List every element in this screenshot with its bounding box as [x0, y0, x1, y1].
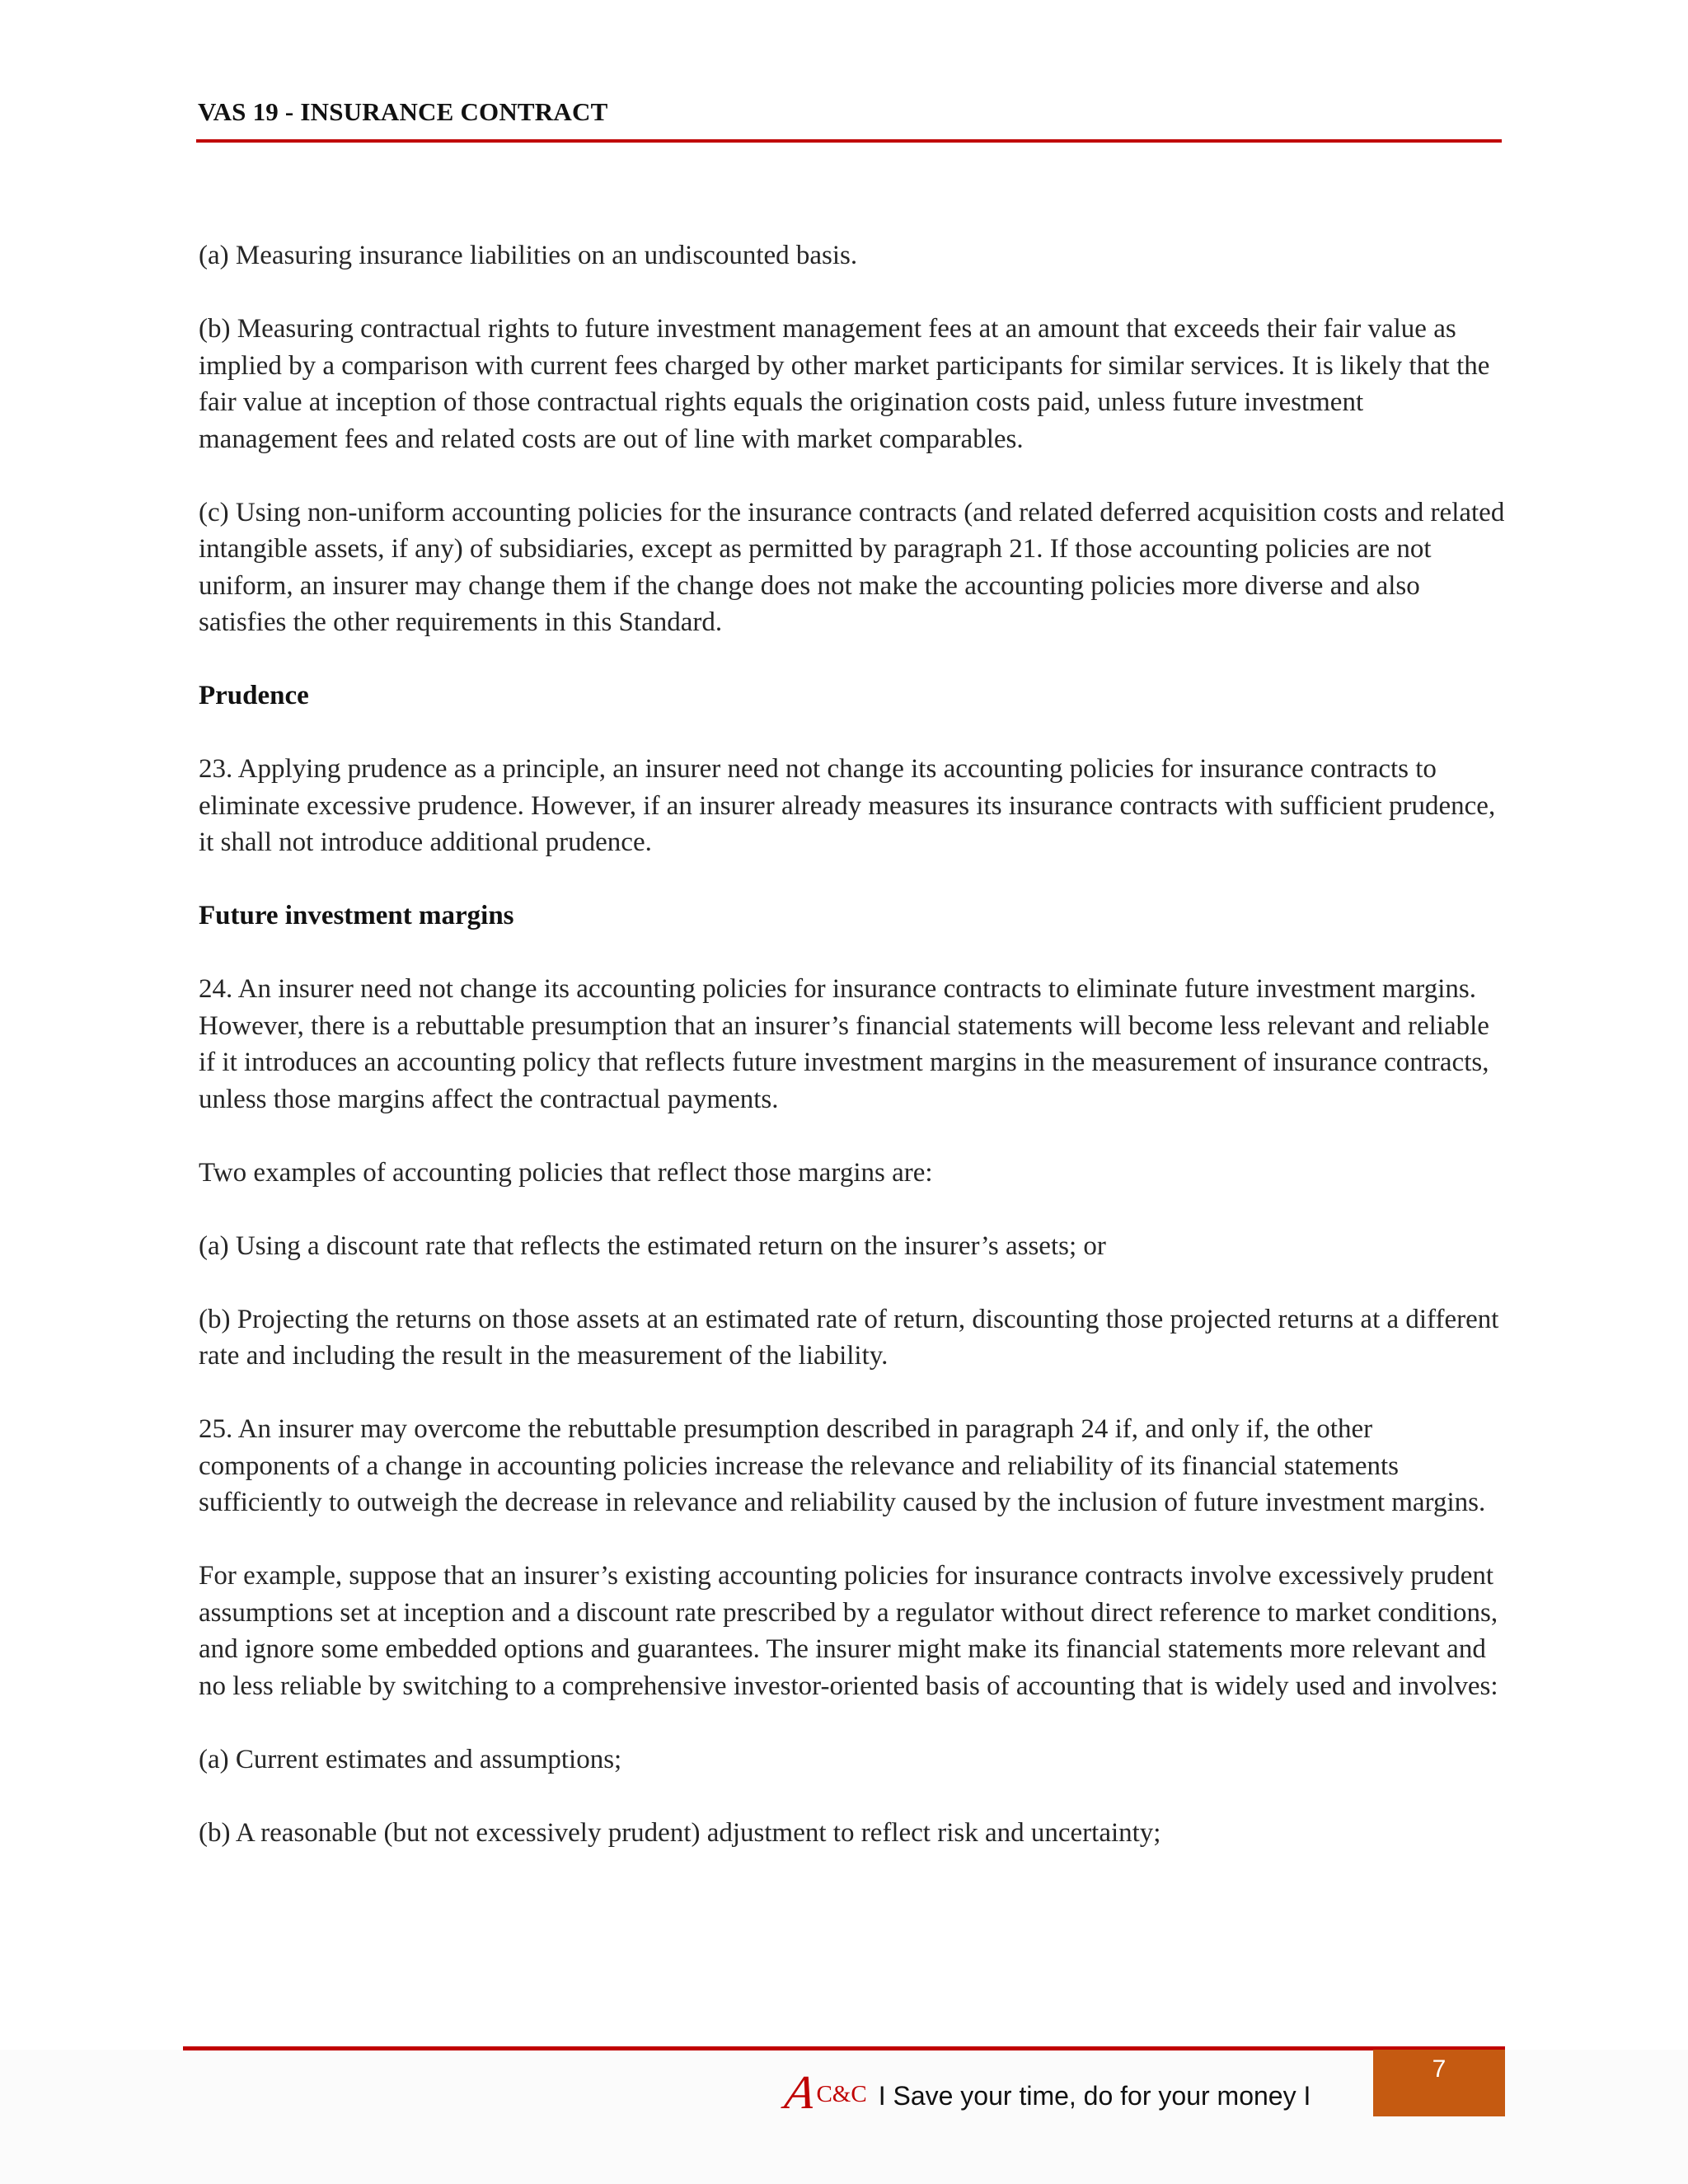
page-number: 7 — [1373, 2050, 1505, 2116]
footer-brand — [781, 2059, 1362, 2119]
paragraph-25: 25. An insurer may overcome the rebuttable presumption described in paragraph 24 if, and only if, the other components of a change in accounting policies increase the relevance and reliability of its financial statements sufficiently to outweigh the decrease in relevance and reliability caused by the inclusion of future investment margins. — [199, 1414, 1486, 1517]
section-heading-future-investment-margins: Future investment margins — [199, 901, 514, 930]
paragraph-a-undiscounted: (a) Measuring insurance liabilities on an undiscounted basis. — [199, 241, 858, 270]
section-heading-prudence: Prudence — [199, 681, 309, 710]
paragraph-for-example: For example, suppose that an insurer’s existing accounting policies for insurance contracts involve excessively prudent assumptions set at inception and a discount rate prescribed by a regulator without direct reference to market conditions, and ignore some embedded options and guarantees. The insurer might make its financial statements more relevant and no less reliable by switching to a comprehensive investor-oriented basis of accounting that is widely used and involves: — [199, 1561, 1498, 1701]
paragraph-23: 23. Applying prudence as a principle, an insurer need not change its accounting policies for insurance contracts to eliminate excessive prudence. However, if an insurer already measures its insurance contracts with sufficient prudence, it shall not introduce additional prudence. — [199, 754, 1496, 857]
paragraph-24: 24. An insurer need not change its accounting policies for insurance contracts to eliminate future investment margins. However, there is a rebuttable presumption that an insurer’s financial statements will become less relevant and reliable if it introduces an accounting policy that reflects future investment margins in the measurement of insurance contracts, unless those margins affect the contractual payments. — [199, 974, 1489, 1114]
document-body — [199, 237, 1505, 1888]
paragraph-c-non-uniform-policies: (c) Using non-uniform accounting policies for the insurance contracts (and related deferred acquisition costs and related intangible assets, if any) of subsidiaries, except as permitted by paragraph 21. If those accounting policies are not uniform, an insurer may change them if the change does not make the accounting policies more diverse and also satisfies the other requirements in this Standard. — [199, 497, 1505, 637]
footer-divider — [183, 2046, 1505, 2050]
paragraph-examples-intro: Two examples of accounting policies that reflect those margins are: — [199, 1157, 933, 1188]
paragraph-list-b: (b) A reasonable (but not excessively prudent) adjustment to reflect risk and uncertainty; — [199, 1817, 1161, 1848]
page-header-title: VAS 19 - INSURANCE CONTRACT — [198, 97, 608, 126]
company-logo-text: C&C — [816, 2081, 867, 2107]
paragraph-list-a: (a) Current estimates and assumptions; — [199, 1744, 622, 1774]
paragraph-b-investment-fees: (b) Measuring contractual rights to future investment management fees at an amount that exceeds their fair value as implied by a comparison with current fees charged by other market participants for similar services. It is likely that the fair value at inception of those contractual rights equals the origination costs paid, unless future investment management fees and related costs are out of line with market comparables. — [199, 314, 1490, 454]
paragraph-example-a: (a) Using a discount rate that reflects the estimated return on the insurer’s assets; or — [199, 1230, 1106, 1261]
header-divider — [196, 139, 1502, 143]
company-logo-icon: A — [781, 2065, 819, 2119]
footer-slogan: I Save your time, do for your money I — [878, 2081, 1311, 2111]
paragraph-example-b: (b) Projecting the returns on those assets at an estimated rate of return, discounting those projected returns at a different rate and including the result in the measurement of the liability. — [199, 1304, 1499, 1371]
